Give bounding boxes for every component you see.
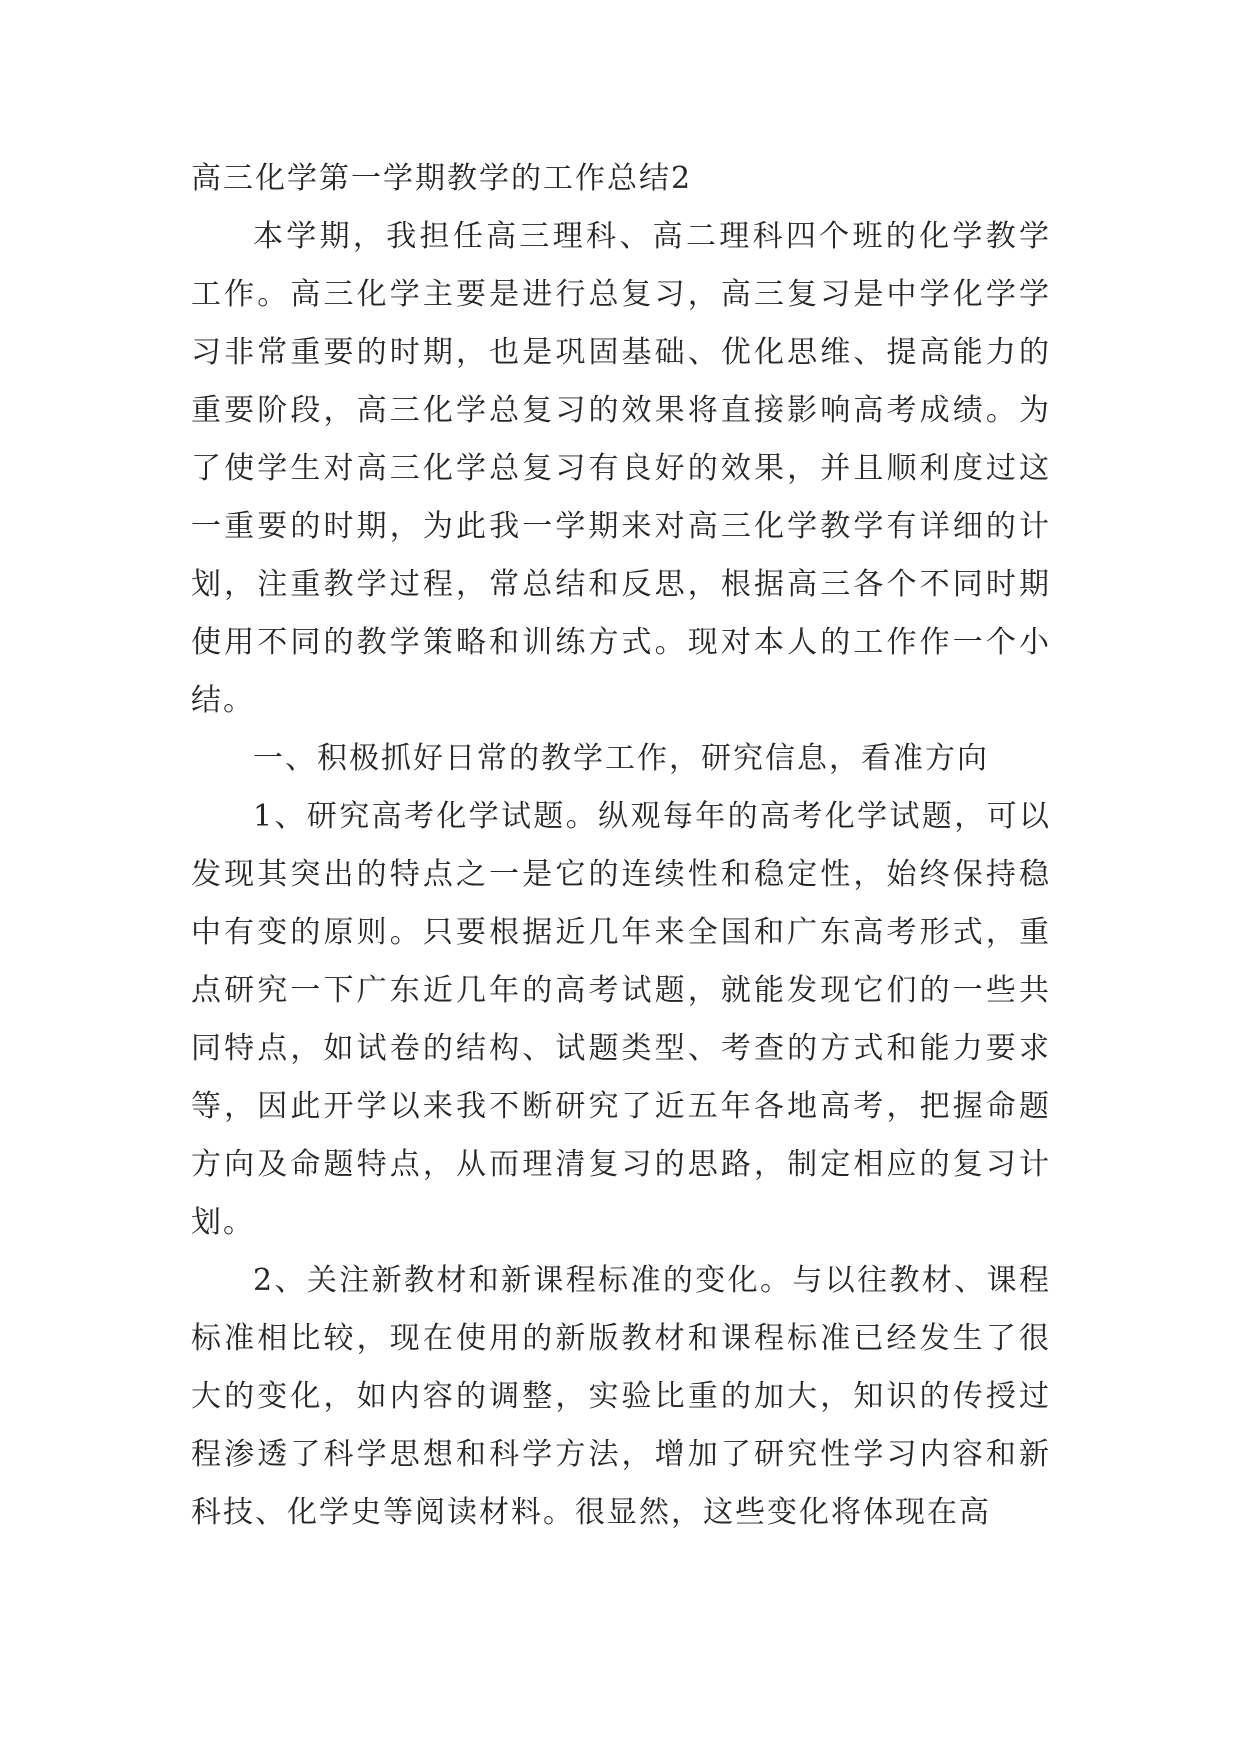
paragraph-item-1: 1、研究高考化学试题。纵观每年的高考化学试题，可以发现其突出的特点之一是它的连续性和稳定性，始终保持稳中有变的原则。只要根据近几年来全国和广东高考形式，重点研究一下广东近几年的高考试题，就能发现它们的一些共同特点，如试卷的结构、试题类型、考查的方式和能力要求等，因此开学以来我不断研究了近五年各地高考，把握命题方向及命题特点，从而理清复习的思路，制定相应的复习计划。	[191, 799, 1051, 1240]
document-title: 高三化学第一学期教学的工作总结2	[191, 161, 693, 196]
paragraph-intro: 本学期，我担任高三理科、高二理科四个班的化学教学工作。高三化学主要是进行总复习，高三复习是中学化学学习非常重要的时期，也是巩固基础、优化思维、提高能力的重要阶段，高三化学总复习的效果将直接影响高考成绩。为了使学生对高三化学总复习有良好的效果，并且顺利度过这一重要的时期，为此我一学期来对高三化学教学有详细的计划，注重教学过程，常总结和反思，根据高三各个不同时期使用不同的教学策略和训练方式。现对本人的工作作一个小结。	[191, 219, 1051, 718]
document-body	[191, 150, 1051, 1542]
paragraph-item-2: 2、关注新教材和新课程标准的变化。与以往教材、课程标准相比较，现在使用的新版教材和课程标准已经发生了很大的变化，如内容的调整，实验比重的加大，知识的传授过程渗透了科学思想和科学方法，增加了研究性学习内容和新科技、化学史等阅读材料。很显然，这些变化将体现在高	[191, 1263, 1051, 1530]
section-heading-1: 一、积极抓好日常的教学工作，研究信息，看准方向	[253, 741, 989, 776]
